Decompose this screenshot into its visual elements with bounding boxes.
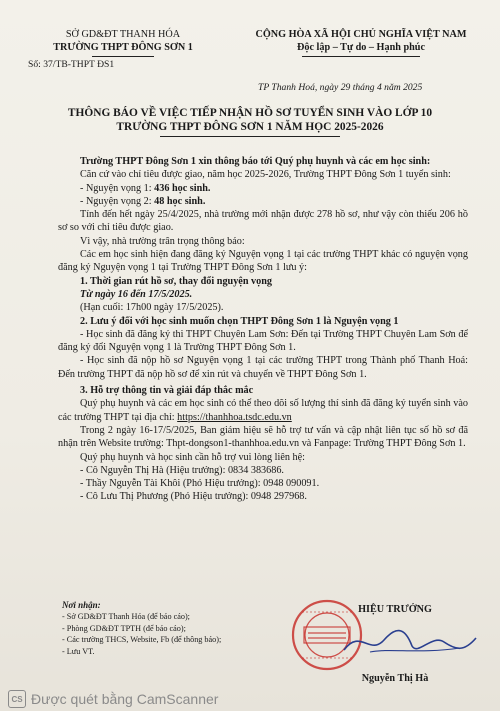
intro-paragraph: Căn cứ vào chỉ tiêu được giao, năm học 2025-2026, Trường THPT Đông Sơn 1 tuyển sinh: [80,169,451,181]
tracking-link[interactable]: https://thanhhoa.tsdc.edu.vn [177,411,292,423]
section-3-text: Quý phụ huynh và các em học sinh có thể theo dõi số lượng thí sinh đã đăng ký tuyển sinh vào các trường THPT tại địa chỉ: [58,398,468,423]
signature-block [320,604,470,684]
recipient-item: - Các trường THCS, Website, Fb (để thông báo); [62,635,222,645]
document-title [40,106,460,137]
issue-date: TP Thanh Hoá, ngày 29 tháng 4 năm 2025 [258,82,423,93]
contact-vice-2: - Cô Lưu Thị Phương (Phó Hiệu trưởng): 0948 297968. [80,491,307,503]
quota-nv2-value: 48 học sinh. [154,195,206,207]
national-header [226,28,496,57]
greeting: Trường THPT Đông Sơn 1 xin thông báo tới Quý phụ huynh và các em học sinh: [80,156,431,167]
contact-principal: - Cô Nguyễn Thị Hà (Hiệu trưởng): 0834 383686. [80,464,284,476]
document-body [58,155,468,504]
status-paragraph: Tính đến hết ngày 25/4/2025, nhà trường mới nhận được 278 hồ sơ, như vậy còn thiếu 206 hồ sơ so với chỉ tiêu được giao. [58,209,468,234]
national-motto: Độc lập – Tự do – Hạnh phúc [297,42,425,53]
section-3-paragraph-1 [58,397,468,424]
title-line-2: TRƯỜNG THPT ĐÔNG SƠN 1 NĂM HỌC 2025-2026 [116,121,384,133]
recipients-heading: Nơi nhận: [62,600,101,610]
document-number: Số: 37/TB-THPT ĐS1 [28,59,115,70]
department-name: SỞ GD&ĐT THANH HÓA [65,29,181,40]
recipient-item: - Phòng GD&ĐT TPTH (để báo cáo); [62,623,186,633]
section-2-item-2: - Học sinh đã nộp hồ sơ Nguyện vọng 1 tại các trường THPT trong Thành phố Thanh Hoá: Đến trường THPT đã nộp hồ sơ để xin rút và chuyển về THPT Đông Sơn 1. [58,355,468,380]
scanner-text: Được quét bằng CamScanner [31,691,219,707]
section-3-title: 3. Hỗ trợ thông tin và giải đáp thắc mắc [80,385,254,397]
national-title: CỘNG HÒA XÃ HỘI CHỦ NGHĨA VIỆT NAM [255,29,467,40]
camscanner-logo-icon: CS [8,690,26,708]
quota-nv2 [58,195,468,208]
quota-nv2-label: - Nguyện vọng 2: [80,195,155,207]
recipient-item: - Sở GD&ĐT Thanh Hóa (để báo cáo); [62,612,190,622]
section-3-paragraph-2: Trong 2 ngày 16-17/5/2025, Ban giám hiệu sẽ hỗ trợ tư vấn và cập nhật liên tục số hồ sơ đã nhận trên Website trường: Thpt-dongson1-thanhhoa.edu.vn và Fanpage: Trường THPT Đông Sơn 1. [58,424,468,450]
quota-nv1-label: - Nguyện vọng 1: [80,182,155,194]
quota-nv1-value: 436 học sinh. [154,182,211,194]
signer-name: Nguyễn Thị Hà [361,673,429,684]
scanner-watermark [8,690,218,708]
recipients-block [62,600,221,657]
signer-role: HIỆU TRƯỞNG [358,604,432,615]
section-2-item-1: - Học sinh đã đăng ký thi THPT Chuyên Lam Sơn: Đến tại Trường THPT Chuyên Lam Sơn để đăng ký đổi Nguyện vọng 1 là Trường THPT Đông Sơn 1. [58,328,468,354]
section-3-contact-lead: Quý phụ huynh và học sinh cần hỗ trợ vui lòng liên hệ: [80,451,305,463]
section-1-deadline: (Hạn cuối: 17h00 ngày 17/5/2025). [80,302,224,314]
recipient-item: - Lưu VT. [62,646,95,656]
issuer-header [18,28,228,61]
contact-vice-1: - Thầy Nguyễn Tài Khôi (Phó Hiệu trưởng): 0948 090091. [80,478,320,490]
section-1-dates: Từ ngày 16 đến 17/5/2025. [80,288,193,300]
school-name: TRƯỜNG THPT ĐÔNG SƠN 1 [53,42,193,53]
title-underline [160,136,340,137]
section-1-title: 1. Thời gian rút hồ sơ, thay đổi nguyện vọng [80,275,272,287]
motto-underline [302,56,420,57]
announcement-lead: Vì vậy, nhà trường trân trọng thông báo: [80,235,245,247]
header-underline [92,56,154,57]
quota-nv1 [58,182,468,195]
title-line-1: THÔNG BÁO VỀ VIỆC TIẾP NHẬN HỒ SƠ TUYỂN SINH VÀO LỚP 10 [67,107,433,119]
notice-paragraph: Các em học sinh hiện đang đăng ký Nguyện vọng 1 tại các trường THPT khác có nguyện vọng đăng ký Nguyện vọng 1 tại Trường THPT Đông Sơn 1 lưu ý: [58,249,468,274]
section-2-title: 2. Lưu ý đối với học sinh muốn chọn THPT Đông Sơn 1 là Nguyện vọng 1 [80,315,399,327]
